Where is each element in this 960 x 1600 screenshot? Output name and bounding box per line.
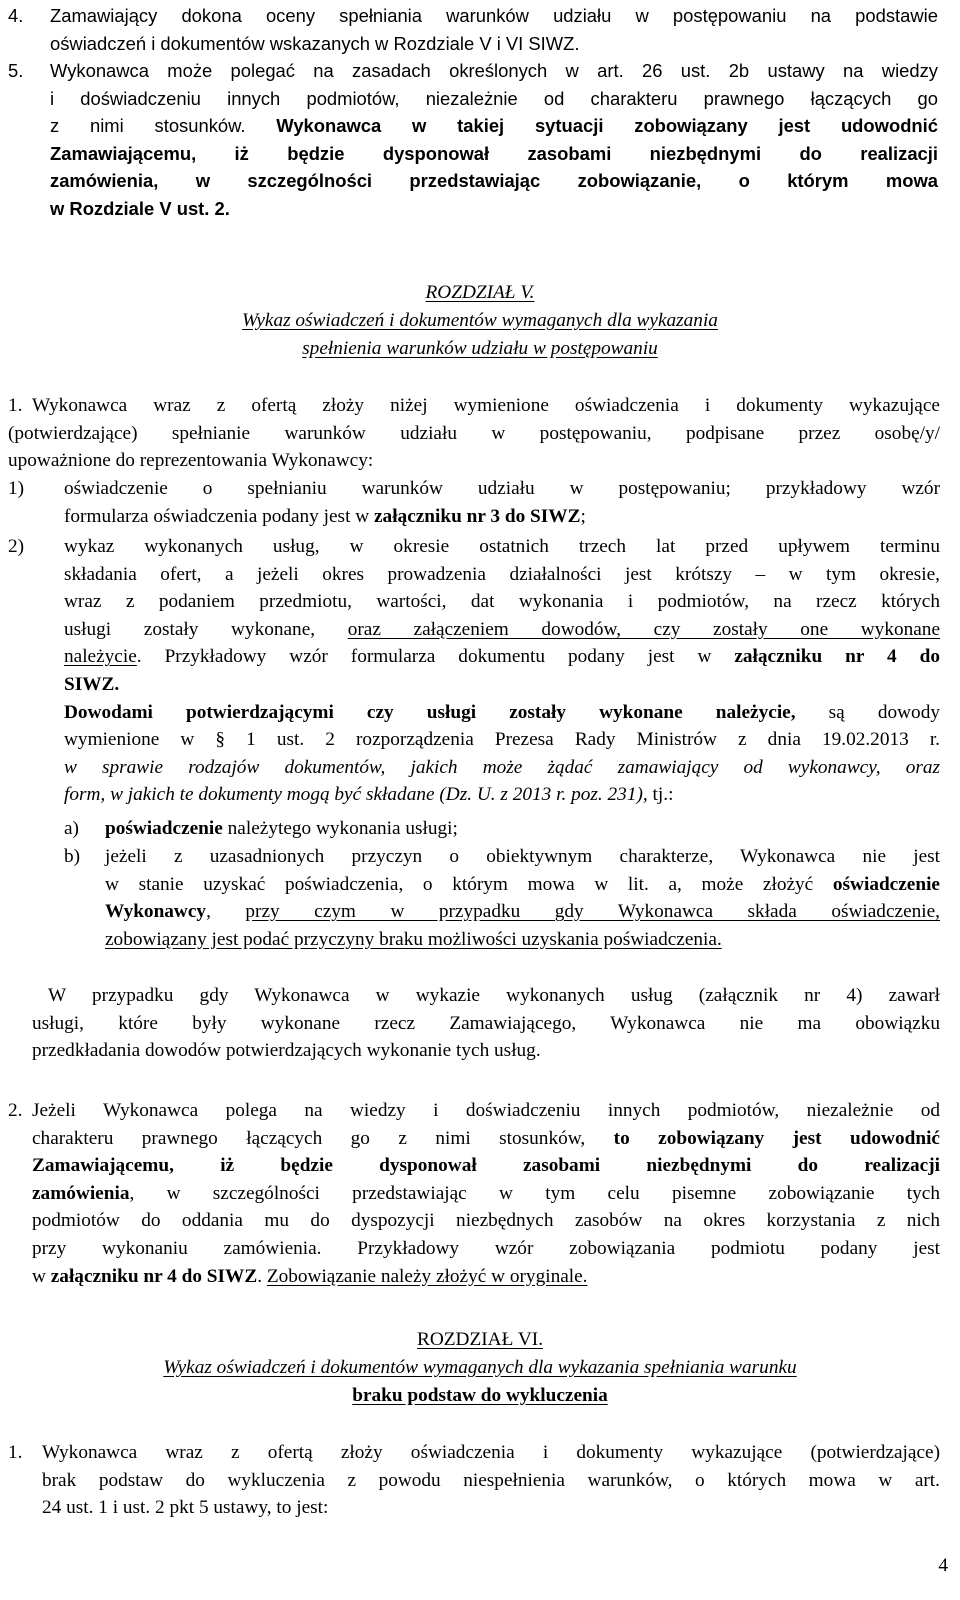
text-line: 24 ust. 1 i ust. 2 pkt 5 ustawy, to jest: xyxy=(42,1497,329,1519)
text-line xyxy=(105,815,940,843)
item-number: 4. xyxy=(8,5,24,26)
italic-line: w sprawie rodzajów dokumentów, jakich może żądać zamawiający od wykonawcy, oraz xyxy=(64,756,940,778)
text-line: składania ofert, a jeżeli okres prowadzenia działalności jest krótszy – w tym okresie, xyxy=(64,563,940,585)
chapter-6-title: ROZDZIAŁ VI. xyxy=(416,1329,544,1350)
text-span: w xyxy=(32,1265,51,1287)
bold-text: załączniku nr 3 do SIWZ xyxy=(374,505,581,527)
text-line: brak podstaw do wykluczenia z powodu niespełnienia warunków, o których mowa w art. xyxy=(42,1469,940,1491)
bold-text: Wykonawcy xyxy=(105,901,207,923)
text-line: wraz z podaniem przedmiotu, wartości, dat wykonania i podmiotów, na rzecz których xyxy=(64,591,940,613)
bold-text: Wykonawca w takiej sytuacji zobowiązany jest udowodnić xyxy=(276,115,938,137)
text-line: oświadczenie o spełnianiu warunków udziału w postępowaniu; przykładowy wzór xyxy=(64,478,940,499)
item-number: a) xyxy=(64,818,79,839)
chapter-5-title: ROZDZIAŁ V. xyxy=(425,282,535,303)
text-line: Jeżeli Wykonawca polega na wiedzy i doświadczeniu innych podmiotów, niezależnie od xyxy=(32,1100,940,1121)
text-line xyxy=(64,781,940,809)
underlined-text: przy czym w przypadku gdy Wykonawca składa oświadczenie, xyxy=(245,901,940,923)
item-number: 1. xyxy=(8,1442,23,1463)
text-span: formularza oświadczenia podany jest w xyxy=(64,505,374,527)
text-line xyxy=(32,1125,940,1153)
item-number: 2) xyxy=(8,536,25,557)
bold-text: oświadczenie xyxy=(832,873,940,895)
text-line xyxy=(64,616,940,644)
text-line xyxy=(32,1180,940,1208)
text-line: Wykonawca wraz z ofertą złoży niżej wymienione oświadczenia i dokumenty wykazujące xyxy=(32,395,940,416)
text-span: z nimi stosunków. xyxy=(50,115,277,137)
text-line: jeżeli z uzasadnionych przyczyn o obiektywnym charakterze, Wykonawca nie jest xyxy=(105,846,940,867)
bold-text: to zobowiązany jest udowodnić xyxy=(613,1127,940,1149)
chapter-6-subtitle-line-2: braku podstaw do wykluczenia xyxy=(352,1385,608,1406)
underlined-text: Zobowiązanie należy złożyć w oryginale. xyxy=(266,1265,588,1287)
text-line: upoważnione do reprezentowania Wykonawcy: xyxy=(8,450,374,472)
bold-line: Zamawiającemu, iż będzie dysponował zasobami niezbędnymi do realizacji xyxy=(32,1155,940,1177)
bold-text: poświadczenie xyxy=(105,818,223,839)
section-5-1-point-2 xyxy=(0,533,960,809)
text-span: usługi zostały wykonane, xyxy=(64,618,348,640)
text-line xyxy=(64,643,940,671)
text-line: przedkładania dowodów potwierdzających wykonanie tych usług. xyxy=(32,1040,541,1062)
text-line xyxy=(105,898,940,926)
list-item-4 xyxy=(0,2,960,57)
text-line xyxy=(64,503,940,531)
page-number: 4 xyxy=(938,1555,948,1576)
text-span: są dowody xyxy=(795,701,940,723)
text-line: przy wykonaniu zamówienia. Przykładowy wzór zobowiązania podmiotu podany jest xyxy=(32,1237,940,1259)
text-line: (potwierdzające) spełnianie warunków udziału w postępowaniu, podpisane przez osobę/y/ xyxy=(8,422,940,444)
text-line xyxy=(50,112,938,140)
item-number: 1) xyxy=(8,478,25,499)
bold-text: Dowodami potwierdzającymi czy usługi zostały wykonane należycie, xyxy=(64,701,796,723)
text-span: . xyxy=(257,1265,267,1287)
text-span: , xyxy=(206,901,246,923)
sub-point-a xyxy=(0,815,960,843)
italic-text: form, w jakich te dokumenty mogą być składane (Dz. U. z 2013 r. poz. 231), xyxy=(64,784,648,806)
text-line: W przypadku gdy Wykonawca w wykazie wykonanych usług (załącznik nr 4) zawarł xyxy=(48,985,940,1006)
text-line: wymienione w § 1 ust. 2 rozporządzenia Prezesa Rady Ministrów z dnia 19.02.2013 r. xyxy=(64,729,940,751)
underlined-text: należycie xyxy=(64,646,137,668)
item-number: 2. xyxy=(8,1100,23,1121)
text-span: charakteru prawnego łączących go z nimi stosunków, xyxy=(32,1127,614,1149)
bold-text: zamówienia xyxy=(32,1182,130,1204)
list-item-5 xyxy=(0,57,960,223)
bold-line: w Rozdziale V ust. 2. xyxy=(50,197,230,219)
section-5-1-point-1 xyxy=(0,475,960,530)
text-line: Wykonawca może polegać na zasadach określonych w art. 26 ust. 2b ustawy na wiedzy xyxy=(50,60,938,81)
text-span: w stanie uzyskać poświadczenia, o którym mowa w lit. a, może złożyć xyxy=(105,873,833,895)
text-line: oświadczeń i dokumentów wskazanych w Rozdziale V i VI SIWZ. xyxy=(50,32,580,54)
text-line: podmiotów do oddania mu do dyspozycji niezbędnych zasobów na okres korzystania z nich xyxy=(32,1210,940,1232)
chapter-5-subtitle-line-1: Wykaz oświadczeń i dokumentów wymaganych dla wykazania xyxy=(242,310,718,331)
item-number: b) xyxy=(64,846,81,867)
bold-line: zamówienia, w szczególności przedstawiając zobowiązanie, o którym mowa xyxy=(50,170,938,192)
section-5-2 xyxy=(0,1097,960,1290)
bold-line: SIWZ. xyxy=(64,673,120,695)
text-span: . Przykładowy wzór formularza dokumentu podany jest w xyxy=(136,646,735,668)
underlined-line: zobowiązany jest podać przyczyny braku możliwości uzyskania poświadczenia. xyxy=(105,928,722,950)
underlined-text: oraz załączeniem dowodów, czy zostały one wykonane xyxy=(347,618,941,640)
chapter-6-subtitle-line-1: Wykaz oświadczeń i dokumentów wymaganych dla wykazania spełniania warunku xyxy=(163,1357,797,1378)
text-line: Zamawiający dokona oceny spełniania warunków udziału w postępowaniu na podstawie xyxy=(50,5,938,26)
text-line: usługi, które były wykonane rzecz Zamawiającego, Wykonawca nie ma obowiązku xyxy=(32,1012,940,1034)
text-line xyxy=(64,699,940,727)
text-line: Wykonawca wraz z ofertą złoży oświadczenia i dokumenty wykazujące (potwierdzające) xyxy=(42,1442,940,1463)
text-span: , w szczególności przedstawiając w tym celu pisemne zobowiązanie tych xyxy=(129,1182,940,1204)
text-line: wykaz wykonanych usług, w okresie ostatnich trzech lat przed upływem terminu xyxy=(64,536,940,557)
item-number: 1. xyxy=(8,395,23,416)
bold-text: załączniku nr 4 do SIWZ xyxy=(50,1265,258,1287)
sub-point-b xyxy=(0,843,960,953)
chapter-5-subtitle-line-2: spełnienia warunków udziału w postępowaniu xyxy=(302,338,658,359)
text-line xyxy=(32,1263,940,1291)
bold-text: załączniku nr 4 do xyxy=(734,646,940,668)
text-line xyxy=(105,871,940,899)
item-number: 5. xyxy=(8,60,24,81)
section-6-1 xyxy=(0,1439,960,1522)
note-paragraph xyxy=(0,982,960,1065)
text-span: należytego wykonania usługi; xyxy=(222,818,458,839)
text-span: ; xyxy=(580,505,586,527)
text-line: i doświadczeniu innych podmiotów, niezależnie od charakteru prawnego łączących go xyxy=(50,87,938,109)
bold-line: Zamawiającemu, iż będzie dysponował zasobami niezbędnymi do realizacji xyxy=(50,142,938,164)
text-span: tj.: xyxy=(647,784,674,806)
section-5-1 xyxy=(0,392,960,475)
